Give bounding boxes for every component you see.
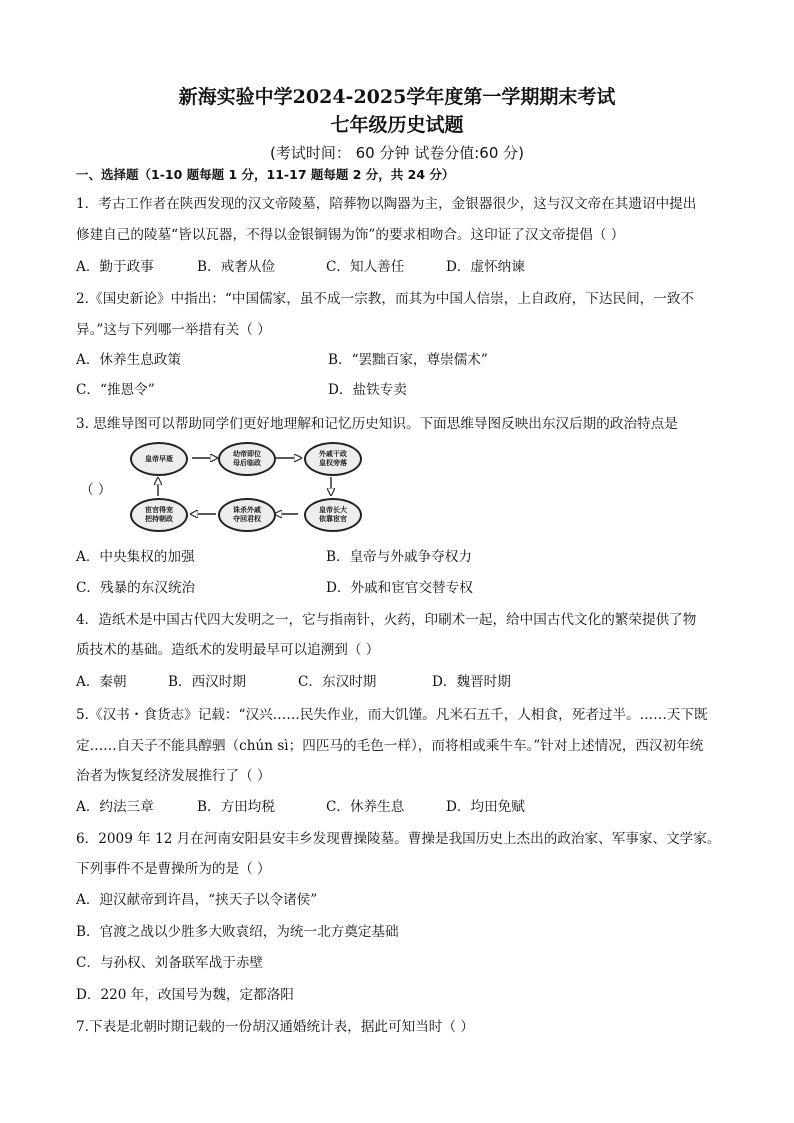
q5-option-a: A．约法三章 [76, 799, 154, 815]
node-eunuchs-power: 宦官得宠 把持朝政 [130, 498, 188, 532]
q6-stem-line2: 下列事件不是曹操所为的是（ ） [76, 861, 271, 877]
node-emperor-grows-up: 皇帝长大 依靠宦官 [304, 498, 362, 532]
q5-option-b: B．方田均税 [197, 799, 275, 815]
q7-stem-line1: 7.下表是北朝时期记载的一份胡汉通婚统计表，据此可知当时（ ） [76, 1019, 474, 1035]
node-kill-consorts: 诛杀外戚 夺回君权 [218, 498, 276, 532]
node-young-emperor: 幼帝即位 母后临政 [218, 442, 276, 476]
q2-option-b: B．“罢黜百家，尊崇儒术” [328, 352, 488, 368]
q4-option-a: A．秦朝 [76, 674, 127, 690]
q3-option-c: C．残暴的东汉统治 [76, 580, 196, 596]
q2-option-a: A．休养生息政策 [76, 352, 181, 368]
q3-answer-paren: （ ） [80, 482, 112, 498]
q6-option-b: B．官渡之战以少胜多大败袁绍，为统一北方奠定基础 [76, 924, 399, 940]
q1-option-b: B．戒奢从俭 [197, 259, 275, 275]
q2-stem-line1: 2.《国史新论》中指出：“中国儒家，虽不成一宗教，而其为中国人信崇，上自政府，下达民间，一致不 [76, 291, 695, 307]
q1-stem-line1: 1．考古工作者在陕西发现的汉文帝陵墓，陪葬物以陶器为主，金银器很少，这与汉文帝在其遗诏中提出 [76, 196, 697, 212]
q3-option-b: B．皇帝与外戚争夺权力 [326, 549, 472, 565]
q5-stem-line1: 5.《汉书・食货志》记载：“汉兴……民失作业，而大饥馑。凡米石五千，人相食，死者过半。……天下既 [76, 707, 708, 723]
q3-option-a: A．中央集权的加强 [76, 549, 195, 565]
exam-title: 新海实验中学2024-2025学年度第一学期期末考试 [178, 86, 616, 108]
q4-option-b: B．西汉时期 [168, 674, 246, 690]
q6-option-c: C．与孙权、刘备联军战于赤壁 [76, 955, 264, 971]
q6-option-d: D．220 年，改国号为魏，定都洛阳 [76, 987, 294, 1003]
exam-info: (考试时间： 60 分钟 试卷分值:60 分) [269, 144, 524, 162]
node-emperor-early-death: 皇帝早逝 [130, 442, 188, 476]
node-consort-clan: 外戚干政 皇权旁落 [304, 442, 362, 476]
q1-option-c: C．知人善任 [326, 259, 405, 275]
q5-option-c: C．休养生息 [326, 799, 405, 815]
exam-subject-title: 七年级历史试题 [330, 114, 464, 136]
q6-option-a: A．迎汉献帝到许昌，“挟天子以令诸侯” [76, 892, 318, 908]
q4-option-c: C．东汉时期 [298, 674, 377, 690]
q4-stem-line1: 4．造纸术是中国古代四大发明之一，它与指南针，火药，印刷术一起，给中国古代文化的繁荣提供了物 [76, 612, 697, 628]
q3-stem-line1: 3. 思维导图可以帮助同学们更好地理解和记忆历史知识。下面思维导图反映出东汉后期的政治特点是 [76, 416, 678, 432]
q4-stem-line2: 质技术的基础。造纸术的发明最早可以追溯到（ ） [76, 642, 380, 658]
q6-stem-line1: 6．2009 年 12 月在河南安阳县安丰乡发现曹操陵墓。曹操是我国历史上杰出的政治家、军事家、文学家。 [76, 831, 721, 847]
section-heading: 一、选择题（1-10 题每题 1 分，11-17 题每题 2 分，共 24 分） [76, 167, 455, 182]
q2-stem-line2: 异。”这与下列哪一举措有关（ ） [76, 322, 271, 338]
q1-option-d: D．虚怀纳谏 [446, 259, 525, 275]
q1-stem-line2: 修建自己的陵墓“皆以瓦器，不得以金银铜锡为饰”的要求相吻合。这印证了汉文帝提倡（ ） [76, 227, 625, 243]
q5-stem-line2: 定……自天子不能具醇驷（chún sì；四匹马的毛色一样），而将相或乘牛车。”针对上述情况，西汉初年统 [76, 738, 704, 754]
q4-option-d: D．魏晋时期 [432, 674, 511, 690]
q2-option-d: D．盐铁专卖 [328, 382, 407, 398]
q1-option-a: A．勤于政事 [76, 259, 154, 275]
q5-stem-line3: 治者为恢复经济发展推行了（ ） [76, 768, 271, 784]
q5-option-d: D．均田免赋 [446, 799, 525, 815]
q2-option-c: C．“推恩令” [76, 382, 155, 398]
mind-map-diagram [128, 440, 368, 536]
q3-option-d: D．外戚和宦官交替专权 [326, 580, 473, 596]
